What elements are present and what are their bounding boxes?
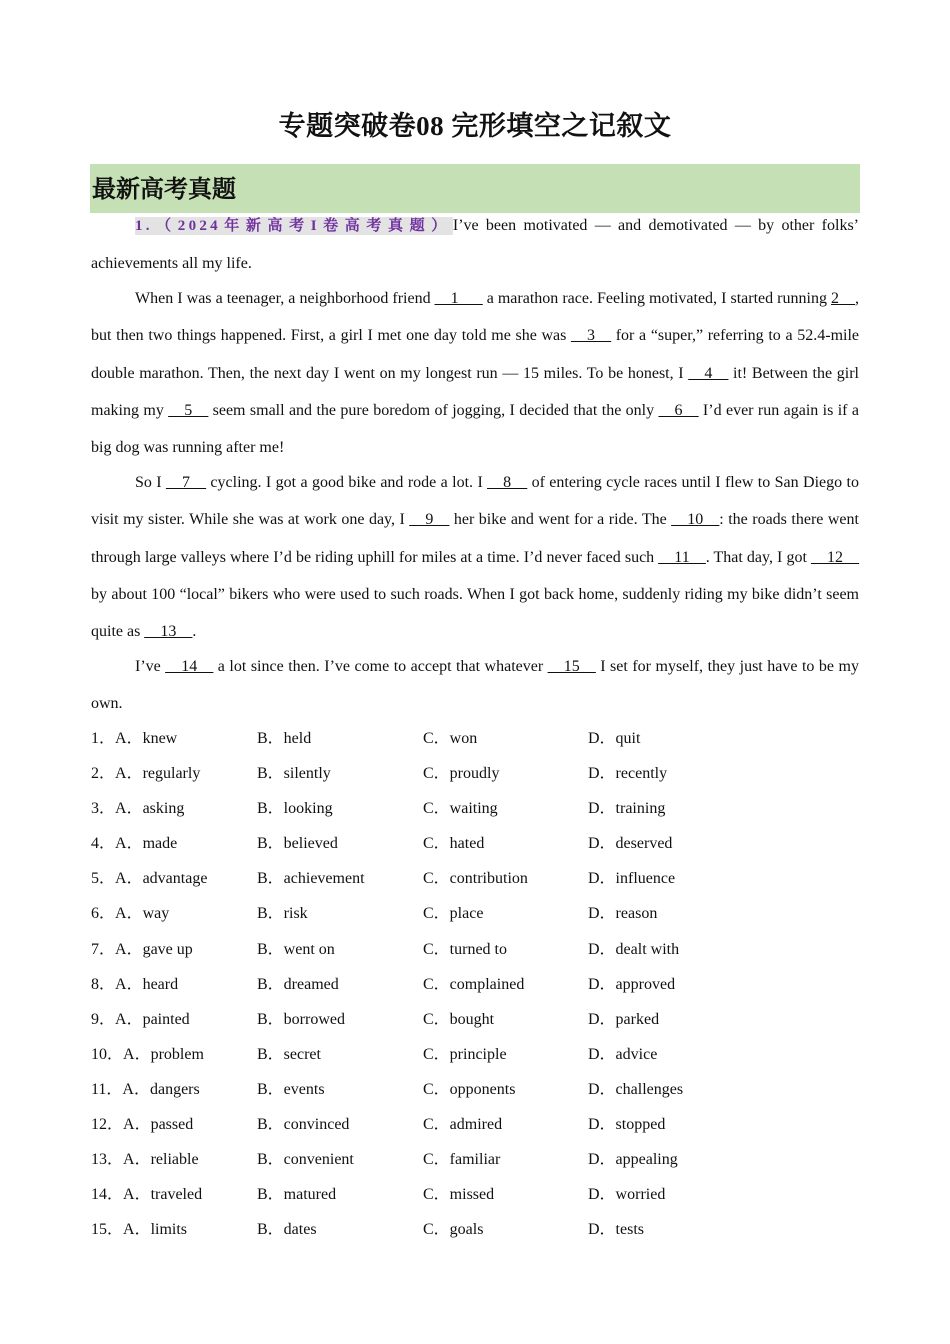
passage-text: . That day, I got	[705, 548, 812, 566]
option-b: B．silently	[257, 765, 331, 783]
option-a	[91, 967, 178, 1002]
option-row	[91, 756, 859, 791]
option-row	[91, 721, 859, 756]
answer-options	[91, 721, 859, 1247]
option-d: D．challenges	[588, 1080, 684, 1098]
option-row	[91, 1142, 859, 1177]
option-c: C．proudly	[423, 765, 500, 783]
blank-8: __8__	[487, 473, 528, 491]
option-c: C．place	[423, 905, 484, 923]
option-c: C．admired	[423, 1116, 503, 1134]
passage-text: a lot since then. I’ve come to accept that whatever	[213, 657, 548, 675]
option-b: B．achievement	[257, 870, 365, 888]
option-row	[91, 967, 859, 1002]
section-heading: 最新高考真题	[90, 164, 860, 213]
option-b: B．convenient	[257, 1151, 354, 1169]
option-c: C．missed	[423, 1186, 495, 1204]
option-d: D．approved	[588, 975, 676, 993]
option-text: A．regularly	[115, 765, 201, 783]
blank-12: __12__	[811, 548, 860, 566]
passage-text: of entering cycle races until I flew to San Diego to visit my sister. While she was at work one day, I	[91, 473, 859, 529]
question-number: 5．	[91, 870, 116, 888]
cloze-passage	[91, 207, 859, 723]
option-text: A．heard	[115, 975, 179, 993]
option-d: D．deserved	[588, 835, 673, 853]
question-number: 3．	[91, 800, 116, 818]
blank-6: __6__	[658, 402, 699, 420]
passage-text: it! Between the girl making my	[91, 364, 860, 420]
question-number: 8．	[91, 975, 116, 993]
option-text: A．problem	[123, 1045, 204, 1063]
passage-text: When I was a teenager, a neighborhood friend	[135, 289, 435, 307]
question-number: 2．	[91, 765, 116, 783]
option-row	[91, 1072, 859, 1107]
option-a	[91, 932, 193, 967]
option-b: B．risk	[257, 905, 308, 923]
paragraph-1	[91, 207, 859, 283]
question-number: 11．	[91, 1080, 123, 1098]
option-c: C．complained	[423, 975, 525, 993]
option-d: D．dealt with	[588, 940, 680, 958]
blank-1: __1___	[434, 289, 483, 307]
option-a	[91, 896, 169, 931]
option-row	[91, 896, 859, 931]
option-a	[91, 1142, 199, 1177]
option-d: D．parked	[588, 1010, 660, 1028]
option-b: B．dates	[257, 1221, 317, 1239]
option-row	[91, 1002, 859, 1037]
option-d: D．influence	[588, 870, 676, 888]
question-number: 15．	[91, 1221, 124, 1239]
passage-text: cycling. I got a good bike and rode a lot. I	[206, 473, 488, 491]
passage-text: a marathon race. Feeling motivated, I started running	[482, 289, 832, 307]
option-a	[91, 1177, 202, 1212]
option-a	[91, 1002, 190, 1037]
option-text: A．way	[115, 905, 170, 923]
blank-2: 2__	[831, 289, 856, 307]
passage-text: I set for myself, they just have to be my own.	[91, 657, 859, 713]
passage-text: I’ve been motivated — and demotivated — by other folks’ achievements all my life.	[91, 217, 859, 273]
option-d: D．recently	[588, 765, 668, 783]
passage-text: , but then two things happened. First, a girl I met one day told me she was	[91, 289, 860, 345]
paragraph-4	[91, 648, 859, 723]
blank-10: __10__	[671, 511, 720, 529]
option-a	[91, 1107, 193, 1142]
option-c: C．principle	[423, 1045, 507, 1063]
passage-text: I’d ever run again is if a big dog was running after me!	[91, 402, 860, 457]
option-text: A．traveled	[123, 1186, 203, 1204]
question-number: 14．	[91, 1186, 124, 1204]
passage-text: for a “super,” referring to a 52.4-mile double marathon. Then, the next day I went on my longest run — 15 miles. To be honest, I	[91, 327, 860, 382]
option-text: A．gave up	[115, 940, 193, 958]
option-a	[91, 826, 177, 861]
option-text: A．passed	[123, 1116, 194, 1134]
option-row	[91, 791, 859, 826]
option-text: A．painted	[115, 1010, 190, 1028]
option-text: A．limits	[123, 1221, 188, 1239]
option-b: B．matured	[257, 1186, 337, 1204]
option-row	[91, 1212, 859, 1247]
option-b: B．believed	[257, 835, 338, 853]
option-a	[91, 1072, 200, 1107]
question-number: 1．	[91, 730, 116, 747]
question-number: 10．	[91, 1045, 124, 1063]
option-text: A．advantage	[115, 870, 208, 888]
question-number: 7．	[91, 940, 116, 958]
blank-3: __3__	[571, 327, 612, 345]
option-a	[91, 1037, 204, 1072]
blank-7: __7__	[166, 473, 207, 491]
passage-text: .	[192, 623, 197, 641]
option-row	[91, 1037, 859, 1072]
passage-text: by about 100 “local” bikers who were used to such roads. When I got back home, suddenly riding my bike didn’t seem quite as	[91, 586, 859, 641]
option-text: A．knew	[115, 730, 178, 747]
question-number: 9．	[91, 1010, 116, 1028]
option-a	[91, 1212, 187, 1247]
option-b: B．secret	[257, 1045, 321, 1063]
option-b: B．held	[257, 730, 312, 747]
option-b: B．borrowed	[257, 1010, 345, 1028]
option-c: C．opponents	[423, 1080, 516, 1098]
option-row	[91, 861, 859, 896]
passage-text: : the roads there went through large valleys where I’d be riding uphill for miles at a time. I’d never faced such	[91, 511, 859, 566]
option-b: B．looking	[257, 800, 333, 818]
blank-5: __5__	[168, 402, 209, 420]
option-d: D．reason	[588, 905, 658, 923]
option-a	[91, 791, 184, 826]
option-b: B．dreamed	[257, 975, 339, 993]
question-number: 4．	[91, 835, 116, 853]
option-c: C．turned to	[423, 940, 507, 958]
option-c: C．familiar	[423, 1151, 501, 1169]
question-number: 6．	[91, 905, 116, 923]
passage-text: her bike and went for a ride. The	[449, 511, 672, 529]
page-title: 专题突破卷08 完形填空之记叙文	[278, 111, 672, 141]
question-tag: 1.（2024年新高考I卷高考真题）	[135, 218, 453, 234]
option-c: C．won	[423, 730, 478, 747]
option-d: D．worried	[588, 1186, 666, 1204]
option-row	[91, 826, 859, 861]
option-d: D．quit	[588, 730, 641, 747]
option-d: D．advice	[588, 1045, 658, 1063]
option-b: B．events	[257, 1080, 325, 1098]
passage-text: I’ve	[135, 657, 166, 675]
option-d: D．stopped	[588, 1116, 666, 1134]
option-text: A．made	[115, 835, 178, 853]
option-b: B．went on	[257, 940, 335, 958]
option-text: A．asking	[115, 800, 185, 818]
blank-9: __9__	[409, 511, 450, 529]
paragraph-2	[91, 280, 859, 467]
question-number: 13．	[91, 1151, 124, 1169]
paragraph-3	[91, 464, 859, 651]
option-c: C．goals	[423, 1221, 484, 1239]
passage-text: seem small and the pure boredom of jogging, I decided that the only	[208, 402, 659, 420]
option-a	[91, 721, 177, 756]
option-a	[91, 861, 207, 896]
blank-15: __15__	[547, 657, 596, 675]
option-row	[91, 1177, 859, 1212]
blank-11: __11__	[658, 548, 706, 566]
option-text: A．reliable	[123, 1151, 199, 1169]
option-row	[91, 932, 859, 967]
option-d: D．tests	[588, 1221, 645, 1239]
blank-14: __14__	[165, 657, 214, 675]
option-b: B．convinced	[257, 1116, 350, 1134]
option-text: A．dangers	[122, 1080, 200, 1098]
option-a	[91, 756, 200, 791]
blank-4: __4__	[688, 364, 729, 382]
option-c: C．hated	[423, 835, 485, 853]
option-c: C．contribution	[423, 870, 528, 888]
option-row	[91, 1107, 859, 1142]
option-c: C．waiting	[423, 800, 498, 818]
passage-text: So I	[135, 473, 167, 491]
question-number: 12．	[91, 1116, 124, 1134]
option-c: C．bought	[423, 1010, 495, 1028]
option-d: D．appealing	[588, 1151, 678, 1169]
option-d: D．training	[588, 800, 666, 818]
blank-13: __13__	[144, 623, 193, 641]
